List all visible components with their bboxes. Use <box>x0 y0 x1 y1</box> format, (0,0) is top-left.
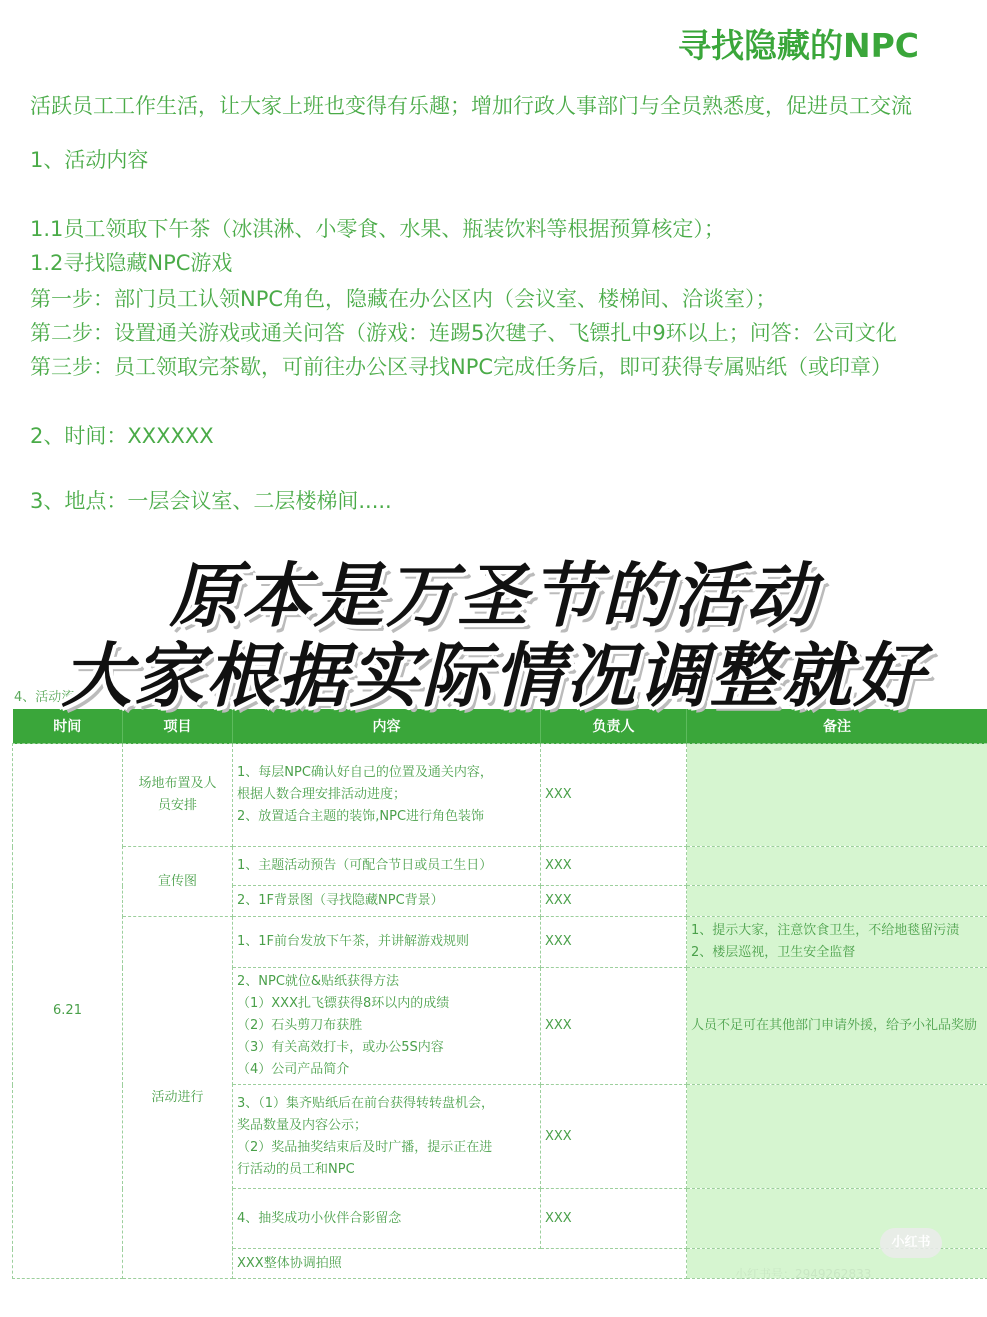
step-2: 第二步：设置通关游戏或通关问答（游戏：连踢5次毽子、飞镖扎中9环以上；问答：公司文化 <box>30 321 897 345</box>
time-line: 2、时间：XXXXXX <box>30 424 214 448</box>
content-line: 行活动的员工和NPC <box>237 1161 355 1177</box>
watermark-id: 小红书号：2949262833 <box>735 1267 872 1281</box>
owner-cell: XXX <box>541 968 687 1085</box>
owner-cell: XXX <box>541 886 687 917</box>
content-cell: 1、1F前台发放下午茶，并讲解游戏规则 <box>233 917 541 968</box>
content-line: 奖品数量及内容公示； <box>237 1117 368 1133</box>
note-cell <box>687 1085 987 1189</box>
content-cell: 1、主题活动预告（可配合节日或员工生日） <box>233 847 541 886</box>
content-line: （3）有关高效打卡，或办公5S内容 <box>237 1040 444 1055</box>
table-row <box>13 847 987 886</box>
table-row <box>13 744 987 847</box>
header-time: 时间 <box>13 709 123 744</box>
step-3: 第三步：员工领取完茶歇，可前往办公区寻找NPC完成任务后，即可获得专属贴纸（或印章） <box>30 355 893 379</box>
note-cell <box>687 917 987 968</box>
note-cell <box>687 886 987 917</box>
content-cell: 2、1F背景图（寻找隐藏NPC背景） <box>233 886 541 917</box>
location-line: 3、地点：一层会议室、二层楼梯间..... <box>30 489 392 513</box>
content-line: （2）石头剪刀布获胜 <box>237 1018 363 1033</box>
section-caption: 4、活动流 <box>14 690 75 705</box>
date-cell: 6.21 <box>13 744 123 1279</box>
schedule-table <box>12 709 987 1279</box>
overlay-caption-line-2: 大家根据实际情况调整就好 <box>61 635 926 717</box>
item-cell: 活动进行 <box>123 917 233 1279</box>
table-row <box>13 917 987 968</box>
note-line: 2、楼层巡视，卫生安全监督 <box>691 945 856 960</box>
note-cell <box>687 1189 987 1249</box>
note-cell <box>687 847 987 886</box>
header-note: 备注 <box>687 709 987 744</box>
content-line: （4）公司产品简介 <box>237 1062 350 1077</box>
owner-cell: XXX <box>541 917 687 968</box>
content-cell: XXX整体协调拍照 <box>233 1249 687 1279</box>
owner-cell: XXX <box>541 847 687 886</box>
watermark-logo: 小红书 <box>880 1228 942 1258</box>
content-item-npc-game: 1.2寻找隐藏NPC游戏 <box>30 251 233 275</box>
overlay-caption-line-1: 原本是万圣节的活动 <box>169 555 818 637</box>
content-line: 根据人数合理安排活动进度； <box>237 787 407 802</box>
section-heading-content: 1、活动内容 <box>30 148 149 172</box>
note-line: 1、提示大家，注意饮食卫生，不给地毯留污渍 <box>691 923 960 938</box>
note-cell: 人员不足可在其他部门申请外援，给予小礼品奖励 <box>687 968 987 1085</box>
item-cell: 宣传图 <box>123 847 233 917</box>
content-line: （1）XXX扎飞镖获得8环以内的成绩 <box>237 996 450 1011</box>
owner-cell: XXX <box>541 1189 687 1249</box>
header-item: 项目 <box>123 709 233 744</box>
step-1: 第一步：部门员工认领NPC角色，隐藏在办公区内（会议室、楼梯间、洽谈室）； <box>30 287 777 311</box>
header-owner: 负责人 <box>541 709 687 744</box>
owner-cell: XXX <box>541 1085 687 1189</box>
content-line: （2）奖品抽奖结束后及时广播，提示正在进 <box>237 1139 493 1155</box>
content-line: 3、（1）集齐贴纸后在前台获得转转盘机会， <box>237 1095 495 1111</box>
intro-text: 活跃员工工作生活，让大家上班也变得有乐趣；增加行政人事部门与全员熟悉度，促进员工交流 <box>30 94 912 118</box>
content-line: 1、每层NPC确认好自己的位置及通关内容， <box>237 765 493 780</box>
content-cell <box>233 1085 541 1189</box>
header-content: 内容 <box>233 709 541 744</box>
note-cell <box>687 744 987 847</box>
content-item-tea: 1.1员工领取下午茶（冰淇淋、小零食、水果、瓶装饮料等根据预算核定）； <box>30 217 725 241</box>
content-cell: 4、抽奖成功小伙伴合影留念 <box>233 1189 541 1249</box>
page-title: 寻找隐藏的NPC <box>678 26 920 65</box>
content-cell <box>233 968 541 1085</box>
content-line: 2、放置适合主题的装饰,NPC进行角色装饰 <box>237 809 485 824</box>
content-cell <box>233 744 541 847</box>
owner-cell: XXX <box>541 744 687 847</box>
content-line: 2、NPC就位&贴纸获得方法 <box>237 974 400 989</box>
item-cell: 场地布置及人员安排 <box>123 744 233 847</box>
